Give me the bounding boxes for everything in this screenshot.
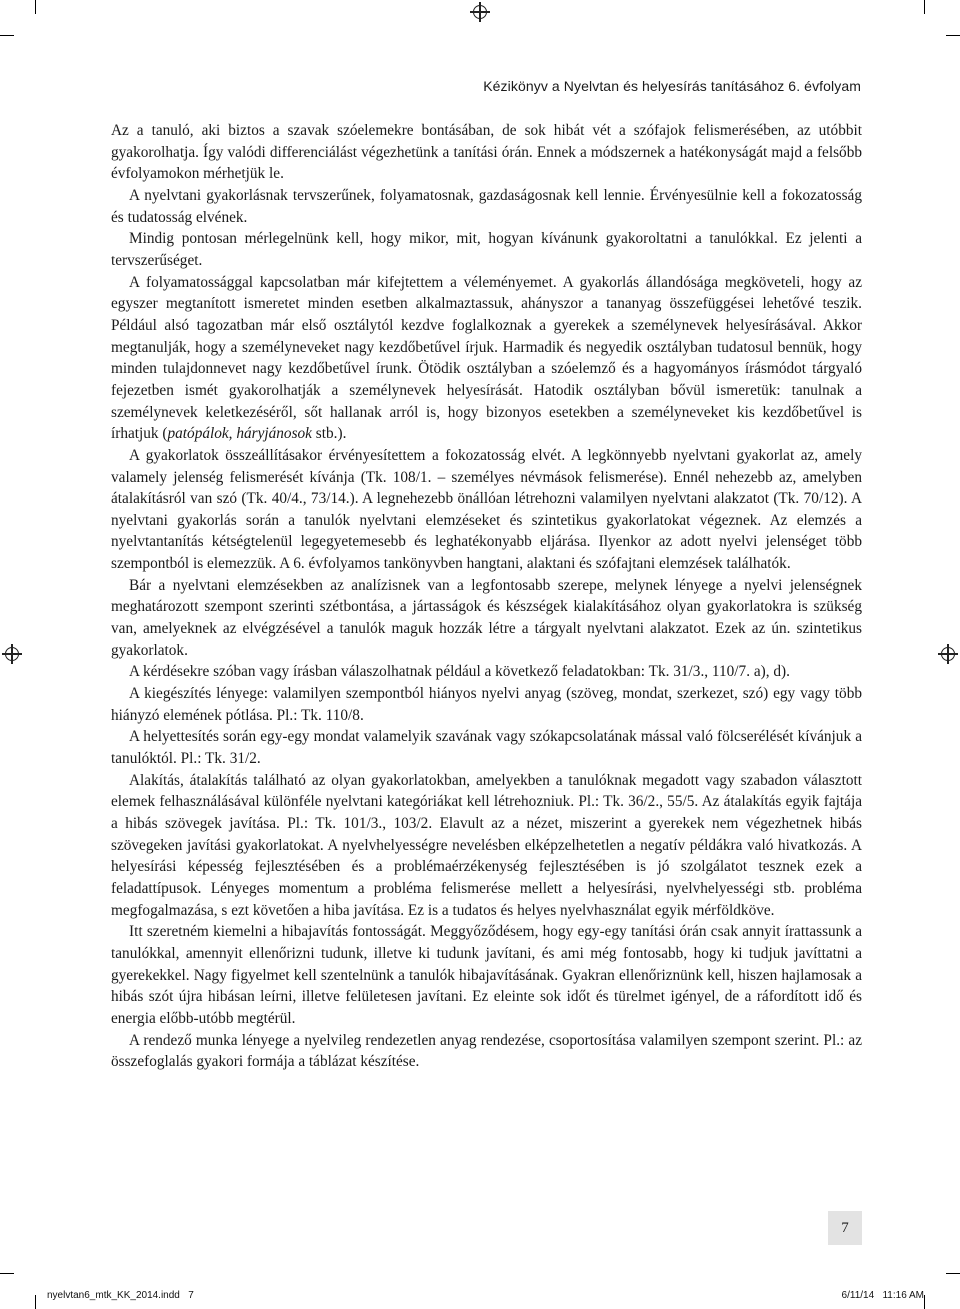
paragraph: A nyelvtani gyakorlásnak tervszerűnek, folyamatosnak, gazdaságosnak kell lennie. Érvényesülnie kell a fokozatosság és tudatosság elvének. <box>111 186 862 226</box>
paragraph-tail: stb.). <box>311 425 347 443</box>
paragraph: Bár a nyelvtani elemzésekben az analízisnek van a legfontosabb szerepe, melynek lényege a nyelvi jelenségnek meghatározott szempont szerinti szétbontása, a jártasságok és készségek kialakításához olyan gyakorlatokra is szükség van, amelyeknek az elvégzésével a tanulók maguk hozzák létre a tárgyalt nyelvtani alakzatot. Ezek az ún. szintetikus gyakorlatok. <box>111 576 862 659</box>
paragraph: A rendező munka lényege a nyelvileg rendezetlen anyag rendezése, csoportosítása valamilyen szempont szerint. Pl.: az összefoglalás gyakori formája a táblázat készítése. <box>111 1031 862 1071</box>
crop-mark <box>35 1295 36 1309</box>
crop-mark <box>0 1273 14 1274</box>
italic-example: patópálok, háryjánosok <box>167 425 312 443</box>
paragraph: A helyettesítés során egy-egy mondat valamelyik szavának vagy szókapcsolatának mással való fölcserélését kívánjuk a tanulóktól. Pl.: Tk. 31/2. <box>111 728 862 768</box>
paragraph: A kérdésekre szóban vagy írásban válaszolhatnak például a következő feladatokban: Tk. 31/3., 110/7. a), d). <box>129 663 790 681</box>
crop-mark <box>924 0 925 14</box>
crop-mark <box>35 0 36 14</box>
body-text <box>111 120 862 1073</box>
crop-mark <box>924 1295 925 1309</box>
paragraph: Mindig pontosan mérlegelnünk kell, hogy mikor, mit, hogyan kívánunk gyakoroltatni a tanulókkal. Ez jelenti a tervszerűséget. <box>111 230 862 269</box>
paragraph: Alakítás, átalakítás található az olyan gyakorlatokban, amelyekben a tanulóknak megadott vagy szabadon választott elemek felhasználásával különféle nyelvtani kategóriákat kell létrehozniuk. Pl.: Tk. 36/2., 55/5. Az átalakítás egyik fajtája a hibás szövegek javítása. Pl.: Tk. 101/3., 103/2. Elavult az a nézet, miszerint a gyerekek nem végezhetnek hibás szövegeken javítási gyakorlatokat. A nyelvhelyességre nevelésben elképzelhetetlen a negatív példákra való hivatkozás. A helyesírási képesség fejlesztésében és a problémaérzékenység fejlesztésében is jó szolgálatot tesznek ezek a feladattípusok. Lényeges momentum a probléma felismerése mellett a helyesírási, nyelvhelyességi stb. probléma megfogalmazása, s ezt követően a hiba javítása. Ez is a tudatos és helyes nyelvhasználat egyik mérföldköve. <box>111 771 862 919</box>
paragraph: A kiegészítés lényege: valamilyen szempontból hiányos nyelvi anyag (szöveg, mondat, szerkezet, szó) egy vagy több hiányzó elemének pótlása. Pl.: Tk. 110/8. <box>111 685 862 724</box>
registration-mark-icon <box>941 647 955 661</box>
crop-mark <box>946 35 960 36</box>
paragraph: Az a tanuló, aki biztos a szavak szóelemekre bontásában, de sok hibát vét a szófajok felismerésében, az utóbbit gyakorolhatja. Így valódi differenciálást végezhetünk a tanítási órán. Ennek a módszernek a hatékonyságát majd a felsőbb évfolyamokon mérhetjük le. <box>111 122 862 183</box>
registration-mark-icon <box>5 647 19 661</box>
paragraph: A gyakorlatok összeállításakor érvényesítettem a fokozatosság elvét. A legkönnyebb nyelvtani gyakorlat az, amely valamely jelenség felismerését kívánja (Tk. 108/1. – személyes névmások felismerése). Ennél nehezebb az, amelyben átalakításról van szó (Tk. 40/4., 73/14.). A legnehezebb önállóan létrehozni valamilyen nyelvtani alakzatot (Tk. 70/12). A nyelvtani gyakorlás során a tanulók nyelvtani elemzéseket és szintetikus gyakorlatokat végeznek. Az elemzés a nyelvtantanítás kétségtelenül legegyetemesebb és leghatékonyabb eljárása. Ilyenkor az adott nyelvi jelenséget több szempontból is elemezzük. A 6. évfolyamos tankönyvben hangtani, alaktani és szófajtani elemzések találhatók. <box>111 446 862 573</box>
page-number: 7 <box>828 1211 862 1245</box>
crop-mark <box>0 35 14 36</box>
paragraph: Itt szeretném kiemelni a hibajavítás fontosságát. Meggyőződésem, hogy egy-egy tanítási órán csak annyit írattassunk a tanulókkal, amennyit ellenőrizni tudunk, illetve ki tudunk javítani, és ami még fontosabb, hogy ki tudjuk javíttatni a gyerekekkel. Nagy figyelmet kell szentelnünk a tanulók hibajavításának. Gyakran ellenőriznünk kell, hiszen hajlamosak a hibás szót újra hibásan leírni, illetve felületesen javítani. Ez eleinte sok időt és türelmet igényel, de a ráfordított idő és energia előbb-utóbb megtérül. <box>111 923 862 1027</box>
slug-date: 6/11/14 11:16 AM <box>841 1290 924 1301</box>
registration-mark-icon <box>473 5 487 19</box>
paragraph-text: A folyamatossággal kapcsolatban már kifejtettem a véleményemet. A gyakorlás állandósága megköveteli, hogy az egyszer megtanított ismeretet minden esetben alkalmaztassuk, ahányszor a tananyag összefüggései lehetővé teszik. Például alsó tagozatban már első osztálytól kezdve foglalkoznak a gyerekek a személynevek helyesírásával. Akkor megtanulják, hogy a személyneveket nagy kezdőbetűvel írjuk. Harmadik és negyedik osztályban tudatosul bennük, hogy minden tulajdonnevet nagy kezdőbetűvel írunk. Ötödik osztályban a szóelemző és a hagyományos írásmódot tárgyaló fejezetben ismét gyakorolhatják a személynevek helyesírását. Hatodik osztályban bővül ismeretük: tanulnak a személynevek keletkezéséről, sőt hallanak arról is, hogy bizonyos esetekben a személyneveket kis kezdőbetűvel is írhatjuk ( <box>111 273 862 443</box>
crop-mark <box>946 1273 960 1274</box>
paragraph <box>111 272 862 445</box>
slug-filename: nyelvtan6_mtk_KK_2014.indd 7 <box>47 1290 194 1301</box>
running-head: Kézikönyv a Nyelvtan és helyesírás tanításához 6. évfolyam <box>483 78 861 94</box>
